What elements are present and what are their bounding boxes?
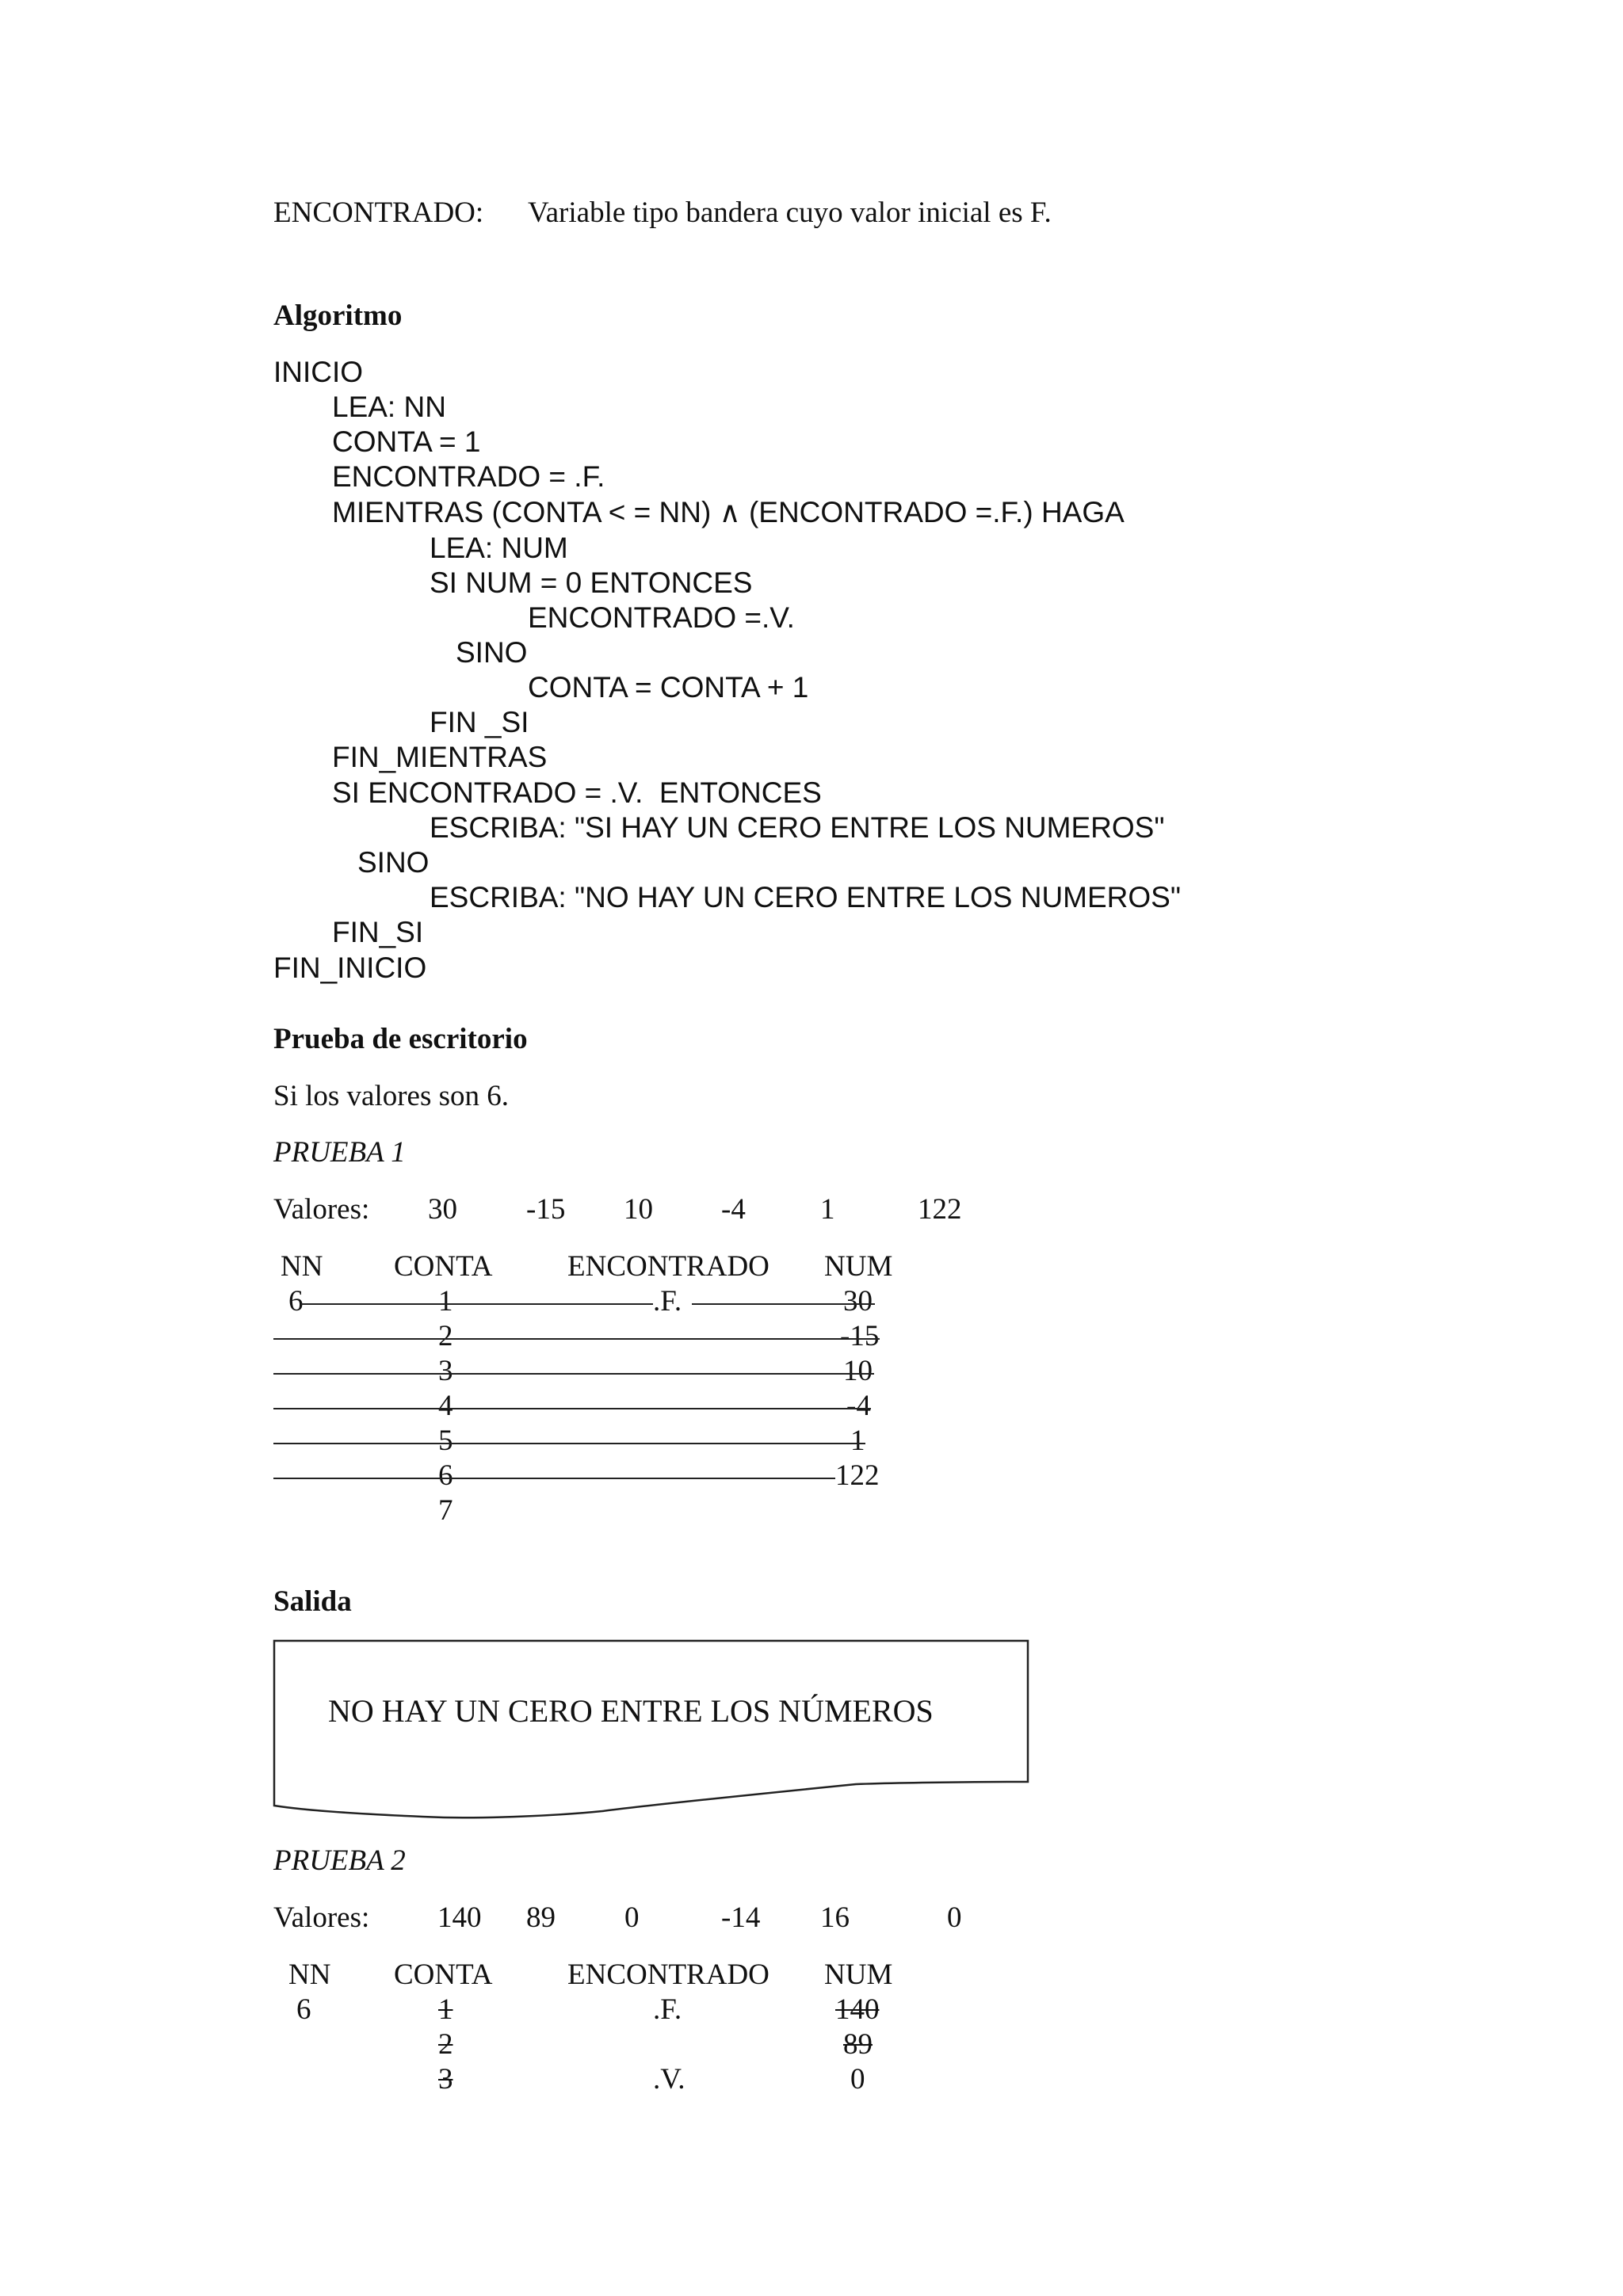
cell-num: 140 — [835, 1993, 880, 2026]
intro-text: Si los valores son 6. — [273, 1080, 510, 1112]
prueba2-title: PRUEBA 2 — [273, 1844, 406, 1877]
header-nn: NN — [288, 1958, 331, 1991]
code-line: FIN_SI — [332, 916, 424, 948]
prueba1-valores-label: Valores: — [273, 1193, 370, 1226]
code-line: ENCONTRADO = .F. — [332, 460, 605, 493]
cell-encontrado: .V. — [653, 2063, 685, 2096]
code-line: SI ENCONTRADO = .V. ENTONCES — [332, 776, 822, 809]
cell-conta: 4 — [438, 1390, 453, 1422]
prueba2-valor: 0 — [947, 1901, 962, 1934]
cell-nn: 6 — [288, 1285, 304, 1318]
prueba2-valor: 0 — [624, 1901, 640, 1934]
code-line: LEA: NUM — [430, 532, 568, 564]
code-line: INICIO — [273, 356, 364, 388]
prueba1-valor: 30 — [428, 1193, 457, 1226]
definition-text: Variable tipo bandera cuyo valor inicial es F. — [528, 196, 1052, 229]
prueba1-valor: 10 — [624, 1193, 653, 1226]
cell-encontrado: .F. — [653, 1285, 682, 1318]
code-line: FIN_MIENTRAS — [332, 741, 548, 773]
salida-heading: Salida — [273, 1585, 352, 1618]
header-num: NUM — [824, 1250, 893, 1283]
code-line: ESCRIBA: "SI HAY UN CERO ENTRE LOS NUMEROS" — [430, 811, 1165, 844]
header-conta: CONTA — [394, 1250, 493, 1283]
cell-num: 1 — [850, 1425, 865, 1457]
cell-encontrado: .F. — [653, 1993, 682, 2026]
prueba2-valor: 89 — [526, 1901, 556, 1934]
header-encontrado: ENCONTRADO — [567, 1250, 769, 1283]
definition-term: ENCONTRADO: — [273, 196, 484, 229]
code-line: CONTA = 1 — [332, 425, 481, 458]
header-conta: CONTA — [394, 1958, 493, 1991]
prueba1-valor: 122 — [918, 1193, 962, 1226]
prueba1-valor: 1 — [820, 1193, 835, 1226]
prueba2-valor: 16 — [820, 1901, 850, 1934]
cell-conta: 2 — [438, 1320, 453, 1352]
prueba-heading: Prueba de escritorio — [273, 1023, 528, 1055]
cell-conta: 3 — [438, 2063, 453, 2096]
code-line: FIN _SI — [430, 706, 529, 738]
cell-conta: 1 — [438, 1285, 453, 1318]
prueba1-valor: -15 — [526, 1193, 566, 1226]
cell-num: 89 — [843, 2028, 873, 2061]
cell-num: 30 — [843, 1285, 873, 1318]
prueba1-valor: -4 — [721, 1193, 746, 1226]
code-line: ENCONTRADO =.V. — [528, 601, 795, 634]
cell-conta: 6 — [438, 1459, 453, 1492]
code-line: CONTA = CONTA + 1 — [528, 671, 809, 704]
cell-conta: 1 — [438, 1993, 453, 2026]
cell-nn: 6 — [296, 1993, 311, 2026]
algoritmo-heading: Algoritmo — [273, 299, 403, 332]
code-line: ESCRIBA: "NO HAY UN CERO ENTRE LOS NUMEROS" — [430, 881, 1181, 913]
code-line: SINO — [456, 636, 528, 669]
cell-conta: 2 — [438, 2028, 453, 2061]
code-line: FIN_INICIO — [273, 952, 427, 984]
code-line: LEA: NN — [332, 391, 446, 423]
header-nn: NN — [281, 1250, 323, 1283]
cell-conta: 7 — [438, 1494, 453, 1527]
prueba2-valores-label: Valores: — [273, 1901, 370, 1934]
cell-num: -4 — [846, 1390, 871, 1422]
prueba2-valor: 140 — [437, 1901, 482, 1934]
prueba2-valor: -14 — [721, 1901, 761, 1934]
cell-num: 122 — [835, 1459, 880, 1492]
code-line: MIENTRAS (CONTA < = NN) ∧ (ENCONTRADO =.F.) HAGA — [332, 496, 1125, 528]
code-line: SINO — [357, 846, 430, 879]
header-encontrado: ENCONTRADO — [567, 1958, 769, 1991]
header-num: NUM — [824, 1958, 893, 1991]
cell-num: 0 — [850, 2063, 865, 2096]
output-text: NO HAY UN CERO ENTRE LOS NÚMEROS — [328, 1693, 934, 1729]
cell-num: -15 — [840, 1320, 880, 1352]
cell-num: 10 — [843, 1355, 873, 1387]
cell-conta: 3 — [438, 1355, 453, 1387]
cell-conta: 5 — [438, 1425, 453, 1457]
code-line: SI NUM = 0 ENTONCES — [430, 566, 753, 599]
prueba1-title: PRUEBA 1 — [273, 1136, 406, 1169]
